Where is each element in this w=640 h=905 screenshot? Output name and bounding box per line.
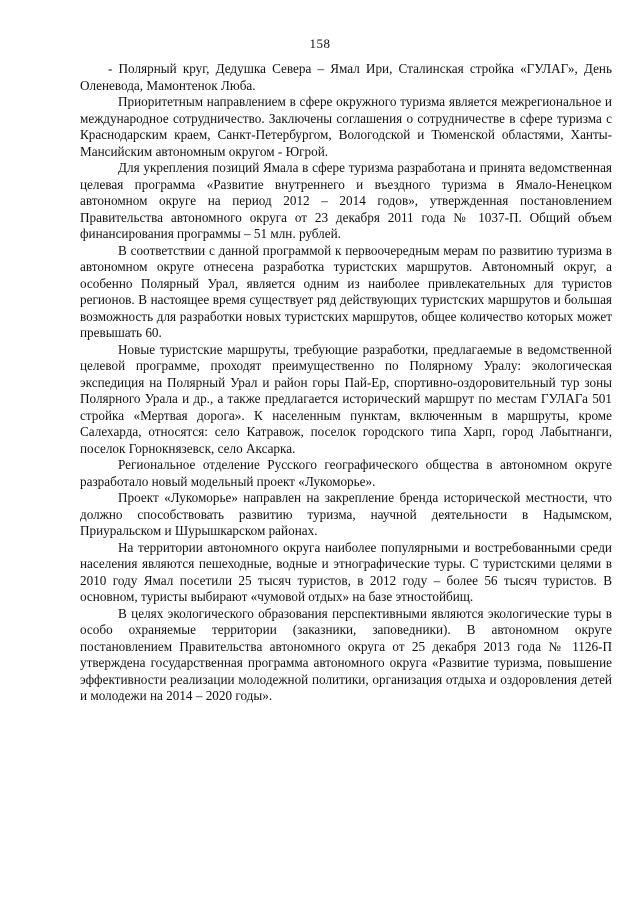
paragraph-4: В соответствии с данной программой к первоочередным мерам по развитию туризма в автономном округе отнесена разработка туристских маршрутов. Автономный округ, а особенно Полярный Урал, является одним из наиболее привлекательных для туристов регионов. В настоящее время существует ряд действующих туристских маршрутов и большая возможность для разработки новых туристских маршрутов, общее количество которых может превышать 60.	[80, 242, 612, 340]
paragraph-9: В целях экологического образования перспективными являются экологические туры в особо охраняемые территории (заказники, заповедники). В автономном округе постановлением Правительства автономного округа от 25 декабря 2013 года № 1126-П утверждена государственная программа автономного округа «Развитие туризма, повышение эффективности реализации молодежной политики, организация отдыха и оздоровления детей и молодежи на 2014 – 2020 годы».	[80, 605, 612, 703]
paragraph-3: Для укрепления позиций Ямала в сфере туризма разработана и принята ведомственная целевая программа «Развитие внутреннего и въездного туризма в Ямало-Ненецком автономном округе на период 2012 – 2014 годов», утвержденная постановлением Правительства автономного округа от 23 декабря 2011 года № 1037-П. Общий объем финансирования программы – 51 млн. рублей.	[80, 160, 612, 241]
paragraph-7: Проект «Лукоморье» направлен на закрепление бренда исторической местности, что должно способствовать развитию туризма, научной деятельности в Надымском, Приуральском и Шурышкарском районах.	[80, 490, 612, 538]
paragraph-6: Региональное отделение Русского географического общества в автономном округе разработало новый модельный проект «Лукоморье».	[80, 457, 612, 489]
document-body	[80, 61, 612, 705]
paragraph-2: Приоритетным направлением в сфере окружного туризма является межрегиональное и международное сотрудничество. Заключены соглашения о сотрудничестве в сфере туризма с Краснодарским краем, Санкт-Петербургом, Вологодской и Тюменской областями, Ханты-Мансийским автономным округом - Югрой.	[80, 94, 612, 159]
paragraph-8: На территории автономного округа наиболее популярными и востребованными среди населения являются пешеходные, водные и этнографические туры. С туристскими целями в 2010 году Ямал посетили 25 тысяч туристов, в 2012 году – более 56 тысяч туристов. В основном, туристы выбирают «чумовой отдых» на базе этностойбищ.	[80, 539, 612, 604]
page-number: 158	[309, 36, 331, 51]
paragraph-5: Новые туристские маршруты, требующие разработки, предлагаемые в ведомственной целевой программе, проходят преимущественно по Полярному Уралу: экологическая экспедиция на Полярный Урал и район горы Пай-Ер, спортивно-оздоровительный тур зоны Полярного Урала и др., а также предлагается исторический маршрут по местам ГУЛАГа 501 стройка «Мертвая дорога». К населенным пунктам, включенным в маршруты, кроме Салехарда, относятся: село Катравож, поселок городского типа Харп, город Лабытнанги, поселок Горнокнязевск, село Аксарка.	[80, 341, 612, 456]
paragraph-1: - Полярный круг, Дедушка Севера – Ямал Ири, Сталинская стройка «ГУЛАГ», День Оленевода, Мамонтенок Люба.	[80, 61, 612, 93]
